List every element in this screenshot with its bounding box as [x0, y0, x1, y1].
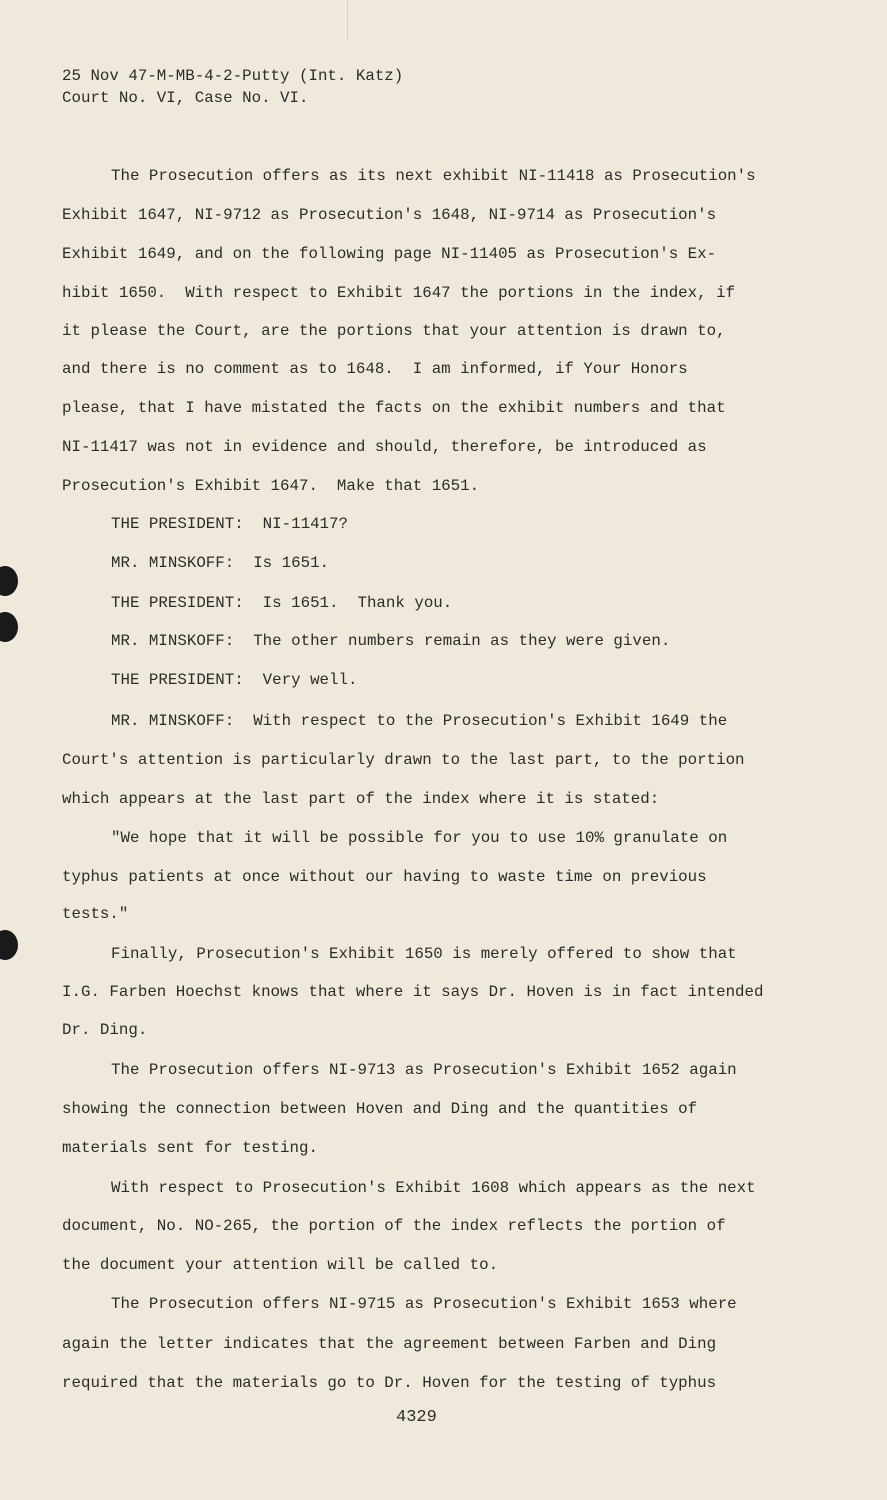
paper-fold-mark: [347, 0, 348, 40]
transcript-line: please, that I have mistated the facts on the exhibit numbers and that: [62, 399, 726, 417]
transcript-line: it please the Court, are the portions that your attention is drawn to,: [62, 322, 726, 340]
transcript-line: the document your attention will be called to.: [62, 1256, 499, 1274]
transcript-line: MR. MINSKOFF: Is 1651.: [111, 554, 330, 572]
transcript-line: Exhibit 1649, and on the following page NI-11405 as Prosecution's Ex-: [62, 245, 717, 263]
transcript-line: I.G. Farben Hoechst knows that where it says Dr. Hoven is in fact intended: [62, 983, 764, 1001]
transcript-line: materials sent for testing.: [62, 1139, 318, 1157]
transcript-line: "We hope that it will be possible for you to use 10% granulate on: [111, 829, 728, 847]
transcript-line: Prosecution's Exhibit 1647. Make that 1651.: [62, 477, 480, 495]
transcript-line: The Prosecution offers NI-9713 as Prosecution's Exhibit 1652 again: [111, 1061, 737, 1079]
transcript-line: again the letter indicates that the agreement between Farben and Ding: [62, 1335, 717, 1353]
transcript-line: THE PRESIDENT: Is 1651. Thank you.: [111, 594, 453, 612]
page-number: 4329: [396, 1408, 437, 1427]
transcript-line: Dr. Ding.: [62, 1021, 148, 1039]
transcript-line: Court's attention is particularly drawn to the last part, to the portion: [62, 751, 745, 769]
transcript-line: THE PRESIDENT: NI-11417?: [111, 515, 348, 533]
transcript-line: The Prosecution offers NI-9715 as Prosecution's Exhibit 1653 where: [111, 1295, 737, 1313]
transcript-line: NI-11417 was not in evidence and should, therefore, be introduced as: [62, 438, 707, 456]
header-line-1: 25 Nov 47-M-MB-4-2-Putty (Int. Katz): [62, 67, 404, 85]
transcript-line: document, No. NO-265, the portion of the index reflects the portion of: [62, 1217, 726, 1235]
header-line-2: Court No. VI, Case No. VI.: [62, 89, 309, 107]
transcript-line: and there is no comment as to 1648. I am informed, if Your Honors: [62, 360, 688, 378]
transcript-line: Finally, Prosecution's Exhibit 1650 is merely offered to show that: [111, 945, 737, 963]
transcript-line: hibit 1650. With respect to Exhibit 1647 the portions in the index, if: [62, 284, 736, 302]
transcript-line: tests.": [62, 905, 129, 923]
punch-hole: [0, 930, 18, 960]
punch-hole: [0, 566, 18, 596]
transcript-line: showing the connection between Hoven and Ding and the quantities of: [62, 1100, 698, 1118]
transcript-line: MR. MINSKOFF: With respect to the Prosecution's Exhibit 1649 the: [111, 712, 728, 730]
transcript-line: required that the materials go to Dr. Hoven for the testing of typhus: [62, 1374, 717, 1392]
transcript-line: THE PRESIDENT: Very well.: [111, 671, 358, 689]
transcript-line: typhus patients at once without our having to waste time on previous: [62, 868, 707, 886]
transcript-line: Exhibit 1647, NI-9712 as Prosecution's 1648, NI-9714 as Prosecution's: [62, 206, 717, 224]
transcript-line: which appears at the last part of the index where it is stated:: [62, 790, 660, 808]
transcript-line: With respect to Prosecution's Exhibit 1608 which appears as the next: [111, 1179, 756, 1197]
punch-hole: [0, 612, 18, 642]
transcript-line: MR. MINSKOFF: The other numbers remain as they were given.: [111, 632, 671, 650]
transcript-line: The Prosecution offers as its next exhibit NI-11418 as Prosecution's: [111, 167, 756, 185]
